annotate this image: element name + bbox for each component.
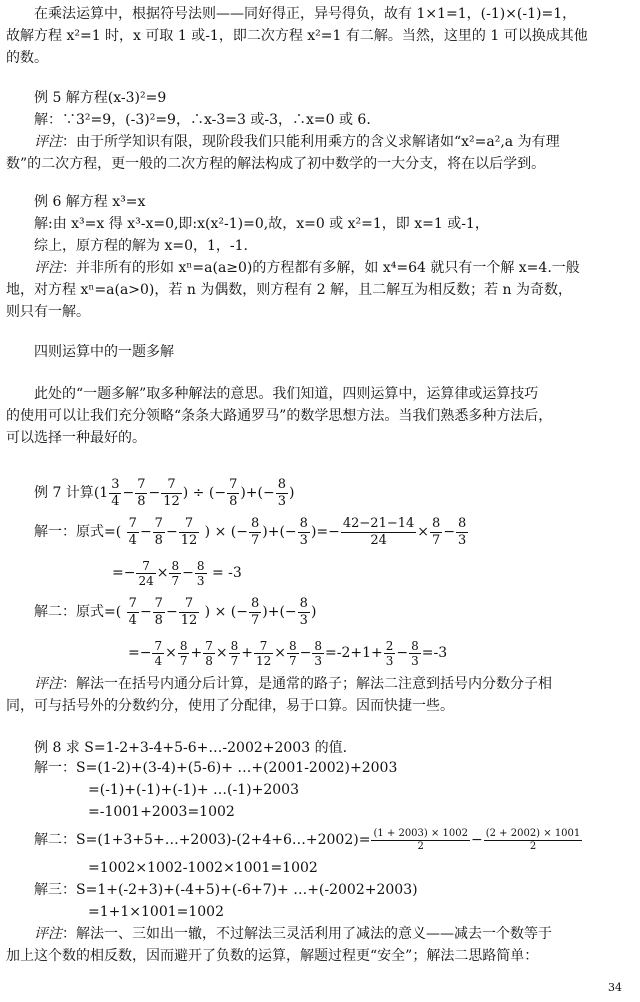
note-text: ：解法一、三如出一辙，不过解法三灵活利用了减法的意义——减去一个数等于 — [62, 926, 552, 942]
result-value: = -3 — [211, 565, 242, 581]
example-7-title: 例 7 计算(1 $\frac{3}{4}$ − $\frac{7}{8}$ − $\frac{7}{12}$ ) ÷ (− $\frac{7}{8}$ )+(− $\frac{8}{3}$ ) — [34, 476, 295, 509]
note-text: ：并非所有的形如 xⁿ=a(a≥0)的方程都有多解，如 x⁴=64 就只有一个解 x=4.一般 — [62, 260, 580, 276]
note-label: 评注 — [34, 134, 62, 150]
example-7-solution-1-result: =− $\frac{7}{24}$ × $\frac{8}{7}$ − $\frac{8}{3}$ = -3 — [112, 558, 242, 588]
example-5-note-cont: 数”的二次方程，更一般的二次方程的解法构成了初中数学的一大分支，将在以后学到。 — [6, 156, 546, 172]
note-text: ：由于所学知识有限，现阶段我们只能利用乘方的含义求解诸如“x²=a²,a 为有理 — [62, 134, 560, 150]
example-8-solution-2-line: =1002×1002-1002×1001=1002 — [88, 860, 318, 876]
note-text: ：解法一在括号内通分后计算，是通常的路子；解法二注意到括号内分数分子相 — [62, 676, 552, 692]
example-6-solution: 解:由 x³=x 得 x³-x=0,即:x(x²-1)=0,故，x=0 或 x²=1，即 x=1 或-1， — [34, 216, 489, 232]
example-7-solution-1: 解一：原式=( $\frac{7}{4}$ − $\frac{7}{8}$ − $\frac{7}{12}$ ) × (− $\frac{8}{7}$ )+(− $\frac{8}{3}$ )=− $\frac{42-21-14}{24}$ × $\frac{8}{7}$ − $\frac{8}{3}$ — [34, 515, 467, 548]
example-7-solution-2-expansion: =− $\frac{7}{4}$ × $\frac{8}{7}$ + $\frac{7}{8}$ × $\frac{8}{7}$ + $\frac{7}{12}$ × $\frac{8}{7}$ − $\frac{8}{3}$ =-2+1+ $\frac{2}{3}$ − $\frac{8}{3}$ =-3 — [128, 638, 448, 668]
expansion-value: =-2+1+ — [325, 645, 383, 661]
example-7-note — [34, 674, 552, 694]
result-value: =-3 — [421, 645, 448, 661]
para-line: 故解方程 x²=1 时，x 可取 1 或-1，即二次方程 x²=1 有二解。当然，这里的 1 可以换成其他 — [6, 28, 588, 44]
example-6-solution-cont: 综上，原方程的解为 x=0，1，-1. — [34, 238, 248, 254]
solution-2-label: 解二：原式= — [34, 604, 116, 620]
section-title: 四则运算中的一题多解 — [34, 344, 174, 360]
example-5-note — [34, 132, 560, 152]
note-label: 评注 — [34, 260, 62, 276]
example-6-note — [34, 258, 580, 278]
example-6-title: 例 6 解方程 x³=x — [34, 194, 146, 210]
fraction-numerator: (2 + 2002) × 1001 — [485, 827, 581, 839]
example-6-note-cont: 则只有一解。 — [6, 304, 90, 320]
intro-line: 的使用可以让我们充分领略“条条大路通罗马”的数学思想方法。当我们熟悉多种方法后， — [6, 408, 553, 424]
example-8-note — [34, 924, 552, 944]
example-8-solution-2: 解二：S=(1+3+5+…+2003)-(2+4+6…+2002)= $\frac{(1 + 2003) \times 1002}{2}$ − $\frac{(2 + 2002) \times 1001}{2}$ — [34, 827, 581, 852]
para-line: 在乘法运算中，根据符号法则——同好得正，异号得负，故有 1×1=1，(-1)×(-1)=1， — [34, 6, 577, 22]
fraction-denominator: 2 — [417, 840, 424, 852]
example-8-solution-1-line: =-1001+2003=1002 — [88, 804, 235, 820]
page-number: 34 — [608, 981, 622, 994]
solution-1-label: 解一：原式= — [34, 524, 116, 540]
note-label: 评注 — [34, 676, 62, 692]
intro-line: 此处的“一题多解”取多种解法的意思。我们知道，四则运算中，运算律或运算技巧 — [34, 386, 539, 402]
example-8-solution-3-line: =1+1×1001=1002 — [88, 904, 224, 920]
example-8-solution-1: 解一：S=(1-2)+(3-4)+(5-6)+ …+(2001-2002)+2003 — [34, 760, 398, 776]
example-7-note-cont: 同，可与括号外的分数约分，使用了分配律，易于口算。因而快捷一些。 — [6, 698, 454, 714]
example-8-title: 例 8 求 S=1-2+3-4+5-6+…-2002+2003 的值. — [34, 740, 348, 756]
intro-line: 可以选择一种最好的。 — [6, 430, 146, 446]
solution-2-text: 解二：S=(1+3+5+…+2003)-(2+4+6…+2002)= — [34, 832, 371, 848]
example-7-solution-2: 解二：原式=( $\frac{7}{4}$ − $\frac{7}{8}$ − $\frac{7}{12}$ ) × (− $\frac{8}{7}$ )+(− $\frac{8}{3}$ ) — [34, 595, 317, 628]
example-5-solution: 解：∵3²=9，(-3)²=9，∴x-3=3 或-3，∴x=0 或 6. — [34, 112, 371, 128]
example-6-note-cont: 地，对方程 xⁿ=a(a>0)，若 n 为偶数，则方程有 2 解，且二解互为相反数；若 n 为奇数， — [6, 282, 573, 298]
fraction-denominator: 2 — [529, 840, 537, 852]
example-8-solution-3: 解三：S=1+(-2+3)+(-4+5)+(-6+7)+ …+(-2002+2003) — [34, 882, 418, 898]
para-line: 的数。 — [6, 50, 48, 66]
fraction-numerator: (1 + 2003) × 1002 — [373, 827, 468, 839]
example-8-solution-1-line: =(-1)+(-1)+(-1)+ …(-1)+2003 — [88, 782, 299, 798]
note-label: 评注 — [34, 926, 62, 942]
example-7-label: 例 7 计算 — [34, 485, 94, 501]
example-5-title: 例 5 解方程(x-3)²=9 — [34, 90, 167, 106]
example-8-note-cont: 加上这个数的相反数，因而避开了负数的运算，解题过程更“安全”；解法二思路简单： — [6, 948, 539, 964]
